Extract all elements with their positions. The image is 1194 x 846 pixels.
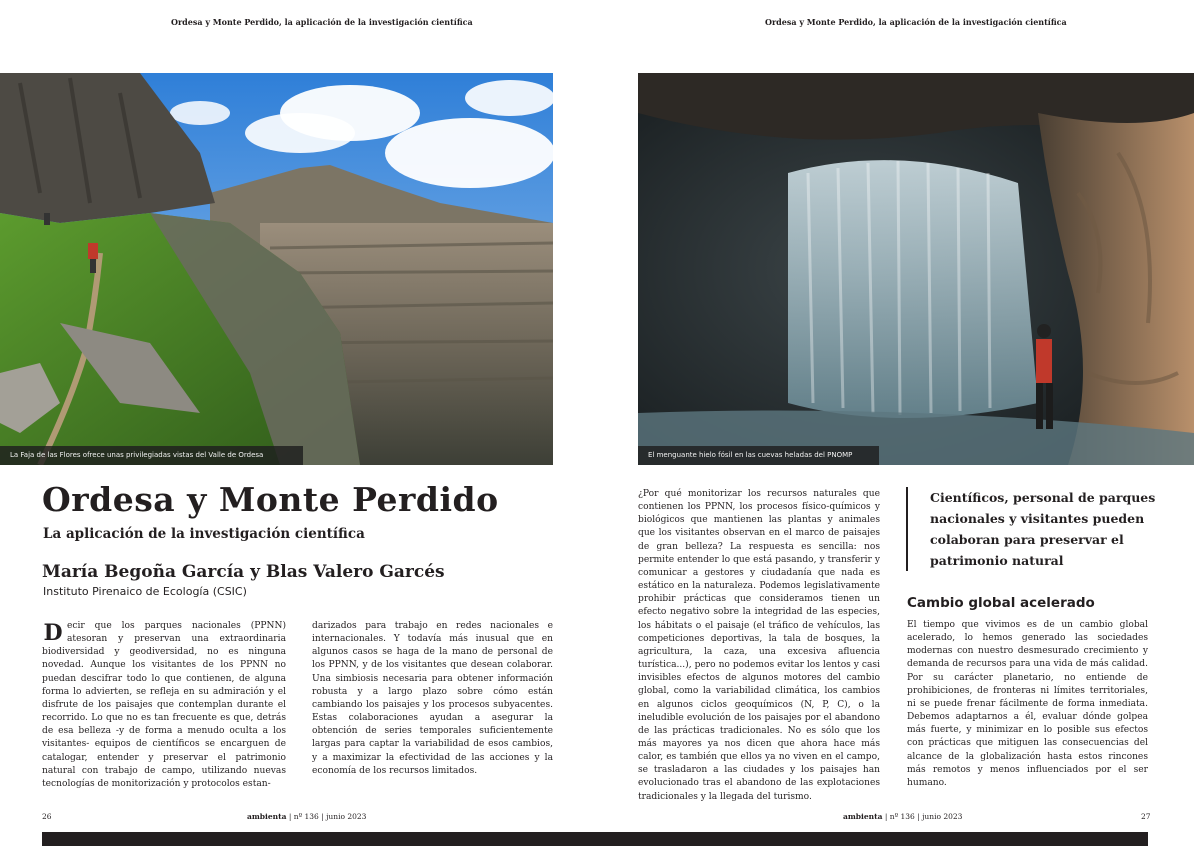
pull-quote: Científicos, personal de parques nacionales y visitantes pueden colaboran para preservar el patrimonio natural [906, 487, 1182, 571]
mountain-landscape-icon [0, 73, 553, 465]
article-title: Ordesa y Monte Perdido [42, 480, 499, 519]
body-text-right-col1: ¿Por qué monitorizar los recursos naturales que contienen los PPNN, los procesos físico-químicos y biológicos que mantienen las plantas y animales que los visitantes observan en el marco de paisajes de gran belleza? La respuesta es sencilla: nos permite entender lo que está pasando, y transferir y comunicar a gestores y ciudadanía que nada es estático en la naturaleza. Podemos legislativamente prohibir prácticas que consideramos tienen un efecto negativo sobre la integridad de las especies, los hábitats o el paisaje (el tráfico de vehículos, las competiciones deportivas, la tala de bosques, la agricultura, la caza, una excesiva afluencia turística...), pero no podemos evitar los lentos y casi invisibles efectos de algunos motores del cambio global, como la variabilidad climática, los cambios en algunos ciclos geoquímicos (N, P, C), o la ineludible evolución de los paisajes por el abandono de las prácticas tradicionales. No es sólo que los más mayores ya nos dicen que ahora hace más calor, es también que ellos ya no viven en el campo, se trasladaron a las ciudades y los paisajes han evolucionado tras el abandono de las explotaciones tradicionales y la llegada del turismo. [638, 489, 880, 802]
page-number-left: 26 [42, 812, 52, 821]
left-column-1 [42, 620, 286, 791]
ice-cave-photo [638, 73, 1194, 465]
bottom-bar [42, 832, 1148, 846]
body-text-right-col2: El tiempo que vivimos es de un cambio global acelerado, lo hemos generado las sociedades modernas con nuestro desmesurado crecimiento y demanda de recursos para una vida de más calidad. Por su carácter planetario, no entiende de prohibiciones, de fronteras ni límites territoriales, ni se puede frenar fácilmente de forma inmediata. Debemos adaptarnos a él, evaluar dónde golpea más fuerte, y minimizar en lo posible sus efectos con prácticas que mitiguen las consecuencias del alcance de la globalización hasta estos rincones más remotos y menos influenciados por el ser humano. [907, 620, 1148, 788]
author-institute: Instituto Pirenaico de Ecología (CSIC) [43, 585, 247, 598]
left-column-2 [312, 620, 553, 778]
page-number-right: 27 [1141, 812, 1151, 821]
body-text-left-col2: darizados para trabajo en redes nacionales e internacionales. Y todavía más inusual que en algunos casos se haga de la mano de personal de los PPNN, y de los visitantes que desean colaborar. Una simbiosis necesaria para obtener información robusta y a largo plazo sobre cómo están cambiando los paisajes y los procesos subyacentes. Estas colaboraciones ayudan a asegurar la obtención de series temporales suficientemente largas para captar la variabilidad de esos cambios, y a maximizar la efectividad de las acciones y la economía de los recursos limitados. [312, 621, 553, 776]
body-paragraph [42, 620, 286, 791]
footer-issue-right [843, 812, 962, 821]
issue-info: | nº 136 | junio 2023 [286, 812, 367, 821]
footer-issue-left [247, 812, 366, 821]
right-column-2 [907, 619, 1148, 790]
mountain-landscape-photo [0, 73, 553, 465]
running-head-right: Ordesa y Monte Perdido, la aplicación de la investigación científica [765, 17, 1067, 27]
magazine-name: ambienta [843, 812, 883, 821]
article-authors: María Begoña García y Blas Valero Garcés [42, 562, 445, 582]
right-column-1 [638, 488, 880, 804]
body-text-left-col1: ecir que los parques nacionales (PPNN) atesoran y preservan una extraordinaria biodiversidad y geodiversidad, no es ninguna novedad. Aunque los visitantes de los PPNN no puedan descifrar todo lo que contienen, de alguna forma lo advierten, se refleja en su admiración y el disfrute de los paisajes que contemplan durante el recorrido. Lo que no es tan frecuente es que, detrás de esa belleza -y de forma a menudo oculta a los visitantes- equipos de científicos se encarguen de catalogar, entender y preservar el patrimonio natural con trabajo de campo, utilizando nuevas tecnologías de monitorización y protocolos estan- [42, 621, 286, 789]
photo-caption-right: El menguante hielo fósil en las cuevas heladas del PNOMP [638, 446, 879, 465]
section-heading: Cambio global acelerado [907, 595, 1095, 611]
article-subtitle: La aplicación de la investigación científica [43, 526, 365, 542]
magazine-name: ambienta [247, 812, 287, 821]
ice-cave-icon [638, 73, 1194, 465]
photo-caption-left: La Faja de las Flores ofrece unas privilegiadas vistas del Valle de Ordesa [0, 446, 303, 465]
issue-info: | nº 136 | junio 2023 [882, 812, 963, 821]
running-head-left: Ordesa y Monte Perdido, la aplicación de la investigación científica [171, 17, 473, 27]
dropcap: D [43, 620, 63, 646]
